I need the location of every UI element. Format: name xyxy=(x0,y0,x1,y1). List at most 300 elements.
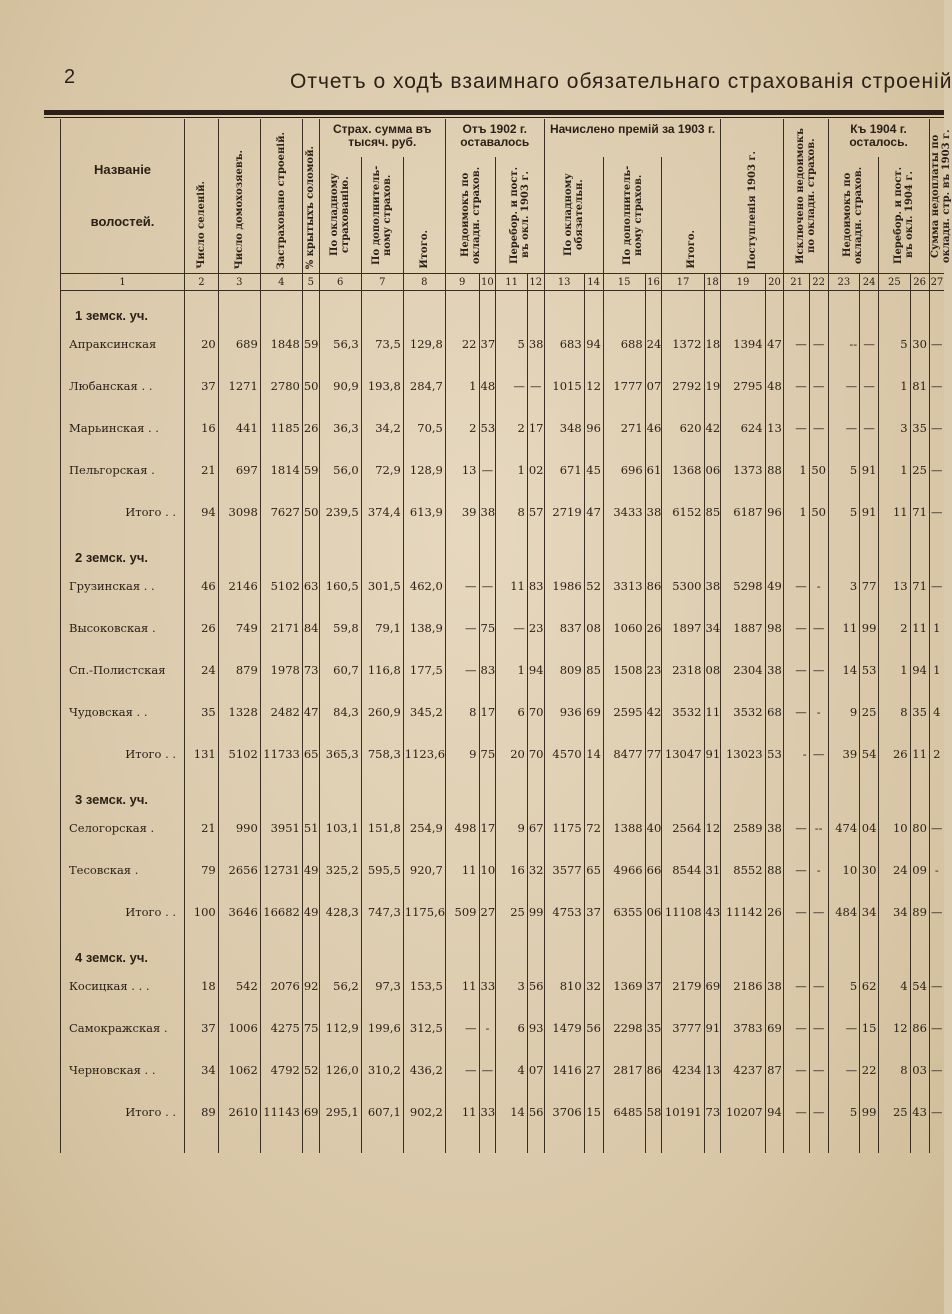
table-cell: 26 xyxy=(645,607,662,649)
table-cell: 75 xyxy=(479,607,496,649)
empty-cell xyxy=(527,1133,544,1153)
table-cell: 88 xyxy=(765,449,784,491)
empty-cell xyxy=(603,533,645,565)
table-cell: 1123,6 xyxy=(403,733,445,775)
empty-cell xyxy=(319,933,361,965)
empty-cell xyxy=(260,775,302,807)
empty-cell xyxy=(496,533,528,565)
table-cell: 4570 xyxy=(544,733,584,775)
column-header-6: По окладному страхованію. xyxy=(319,157,361,274)
table-cell: 1373 xyxy=(721,449,765,491)
table-cell: 607,1 xyxy=(361,1091,403,1133)
empty-cell xyxy=(765,533,784,565)
table-cell: - xyxy=(809,849,828,891)
table-cell: 5 xyxy=(496,323,528,365)
empty-cell xyxy=(910,291,929,324)
table-cell: 37 xyxy=(479,323,496,365)
table-cell: 39 xyxy=(445,491,479,533)
table-cell: 5102 xyxy=(260,565,302,607)
table-cell: 1479 xyxy=(544,1007,584,1049)
table-cell: 65 xyxy=(302,733,319,775)
empty-cell xyxy=(527,533,544,565)
table-cell: - xyxy=(809,691,828,733)
column-number: 5 xyxy=(302,274,319,291)
empty-cell xyxy=(662,933,704,965)
table-cell: 3783 xyxy=(721,1007,765,1049)
column-number: 11 xyxy=(496,274,528,291)
table-cell: 94 xyxy=(910,649,929,691)
table-cell: 38 xyxy=(765,807,784,849)
table-cell: 77 xyxy=(645,733,662,775)
table-cell: 06 xyxy=(704,449,721,491)
column-header-11: Перебор. и пост. въ окл. 1903 г. xyxy=(496,157,544,274)
empty-cell xyxy=(584,933,603,965)
table-cell: 25 xyxy=(910,449,929,491)
table-cell: 96 xyxy=(765,491,784,533)
table-cell: 129,8 xyxy=(403,323,445,365)
table-cell: 1 xyxy=(784,449,809,491)
empty-cell xyxy=(929,775,944,807)
empty-cell xyxy=(361,291,403,324)
table-row xyxy=(61,407,945,449)
table-cell: 91 xyxy=(860,491,879,533)
empty-cell xyxy=(361,933,403,965)
empty-cell xyxy=(603,1133,645,1153)
table-cell: 34,2 xyxy=(361,407,403,449)
table-cell: 36,3 xyxy=(319,407,361,449)
empty-cell xyxy=(218,775,260,807)
section-label: 3 земск. уч. xyxy=(61,775,185,807)
table-cell: 58 xyxy=(645,1091,662,1133)
empty-cell xyxy=(319,291,361,324)
table-cell: 810 xyxy=(544,965,584,1007)
table-cell: 160,5 xyxy=(319,565,361,607)
table-cell: 9 xyxy=(445,733,479,775)
table-cell: 14 xyxy=(496,1091,528,1133)
table-cell: 11108 xyxy=(662,891,704,933)
table-cell: 6187 xyxy=(721,491,765,533)
table-cell: — xyxy=(929,1049,944,1091)
table-cell: 71 xyxy=(910,565,929,607)
column-number: 19 xyxy=(721,274,765,291)
volost-name: Самокражская . xyxy=(61,1007,185,1049)
table-cell: 37 xyxy=(645,965,662,1007)
table-cell: - xyxy=(929,849,944,891)
table-cell: 11 xyxy=(910,733,929,775)
table-cell: 5 xyxy=(879,323,911,365)
volost-name: Сп.-Полистская xyxy=(61,649,185,691)
empty-cell xyxy=(361,533,403,565)
table-cell: 26 xyxy=(185,607,219,649)
empty-cell xyxy=(218,1133,260,1153)
section-header-row xyxy=(61,291,945,324)
table-row xyxy=(61,607,945,649)
volost-name: Селогорская . xyxy=(61,807,185,849)
table-cell: 683 xyxy=(544,323,584,365)
table-cell: — xyxy=(784,1091,809,1133)
empty-cell xyxy=(809,533,828,565)
table-cell: 85 xyxy=(584,649,603,691)
table-cell: 1 xyxy=(445,365,479,407)
section-header-row xyxy=(61,775,945,807)
table-cell: 53 xyxy=(765,733,784,775)
table-cell: 3577 xyxy=(544,849,584,891)
table-cell: 13 xyxy=(765,407,784,449)
table-cell: 9 xyxy=(828,691,860,733)
section-label: 1 земск. уч. xyxy=(61,291,185,324)
table-cell: 47 xyxy=(584,491,603,533)
table-cell: 6152 xyxy=(662,491,704,533)
table-cell: 4966 xyxy=(603,849,645,891)
table-cell: 436,2 xyxy=(403,1049,445,1091)
empty-cell xyxy=(721,775,765,807)
table-cell: 6 xyxy=(496,691,528,733)
table-cell: 97,3 xyxy=(361,965,403,1007)
table-cell: 59,8 xyxy=(319,607,361,649)
table-cell: 27 xyxy=(479,891,496,933)
empty-cell xyxy=(910,533,929,565)
table-cell: 2656 xyxy=(218,849,260,891)
table-cell: 2564 xyxy=(662,807,704,849)
table-cell: 16 xyxy=(496,849,528,891)
table-cell: 65 xyxy=(584,849,603,891)
table-cell: 310,2 xyxy=(361,1049,403,1091)
table-cell: 43 xyxy=(910,1091,929,1133)
table-cell: 22 xyxy=(860,1049,879,1091)
table-cell: — xyxy=(445,565,479,607)
column-number: 14 xyxy=(584,274,603,291)
empty-cell xyxy=(584,1133,603,1153)
table-cell: 345,2 xyxy=(403,691,445,733)
table-cell: 990 xyxy=(218,807,260,849)
table-cell: 96 xyxy=(584,407,603,449)
column-header-8: Итого. xyxy=(403,157,445,274)
table-cell: 542 xyxy=(218,965,260,1007)
empty-cell xyxy=(704,1133,721,1153)
table-cell: 2589 xyxy=(721,807,765,849)
empty-cell xyxy=(302,1133,319,1153)
table-cell: 21 xyxy=(185,807,219,849)
empty-cell xyxy=(185,775,219,807)
table-cell: 94 xyxy=(185,491,219,533)
table-cell: 38 xyxy=(765,965,784,1007)
table-cell: — xyxy=(784,649,809,691)
section-header-row xyxy=(61,533,945,565)
table-cell: 696 xyxy=(603,449,645,491)
empty-cell xyxy=(544,775,584,807)
table-cell: 52 xyxy=(584,565,603,607)
table-cell: 1372 xyxy=(662,323,704,365)
table-cell: 1369 xyxy=(603,965,645,1007)
table-cell: 1508 xyxy=(603,649,645,691)
empty-cell xyxy=(302,291,319,324)
empty-cell xyxy=(879,775,911,807)
table-cell: 2298 xyxy=(603,1007,645,1049)
empty-cell xyxy=(403,1133,445,1153)
table-cell: 30 xyxy=(860,849,879,891)
table-cell: 1848 xyxy=(260,323,302,365)
table-cell: 3777 xyxy=(662,1007,704,1049)
table-cell: 348 xyxy=(544,407,584,449)
table-cell: 34 xyxy=(185,1049,219,1091)
table-cell: 07 xyxy=(527,1049,544,1091)
table-cell: 38 xyxy=(765,649,784,691)
column-header-27: Сумма недоплаты по окладн. стр. въ 1903 г. xyxy=(929,119,944,274)
table-cell: 62 xyxy=(860,965,879,1007)
table-cell: 6485 xyxy=(603,1091,645,1133)
table-cell: 17 xyxy=(479,807,496,849)
empty-cell xyxy=(765,1133,784,1153)
table-cell: 128,9 xyxy=(403,449,445,491)
table-cell: 13023 xyxy=(721,733,765,775)
table-cell: 50 xyxy=(302,491,319,533)
empty-cell xyxy=(662,291,704,324)
table-cell: 88 xyxy=(765,849,784,891)
table-cell: 5 xyxy=(828,491,860,533)
table-cell: 34 xyxy=(879,891,911,933)
table-cell: — xyxy=(496,607,528,649)
empty-cell xyxy=(645,533,662,565)
table-cell: — xyxy=(929,449,944,491)
empty-cell xyxy=(828,533,860,565)
empty-cell xyxy=(929,533,944,565)
table-cell: 2719 xyxy=(544,491,584,533)
insurance-report-table xyxy=(60,119,952,1153)
table-cell: — xyxy=(784,849,809,891)
column-number: 23 xyxy=(828,274,860,291)
table-cell: 1 xyxy=(879,449,911,491)
header-rule-thin xyxy=(44,117,944,118)
table-cell: 1175,6 xyxy=(403,891,445,933)
table-cell: — xyxy=(809,649,828,691)
table-cell: 69 xyxy=(302,1091,319,1133)
table-cell: 47 xyxy=(302,691,319,733)
table-cell: 902,2 xyxy=(403,1091,445,1133)
column-number: 6 xyxy=(319,274,361,291)
table-cell: — xyxy=(809,1091,828,1133)
table-cell: 1394 xyxy=(721,323,765,365)
table-cell: 11 xyxy=(496,565,528,607)
table-cell: 93 xyxy=(527,1007,544,1049)
table-cell: 2817 xyxy=(603,1049,645,1091)
table-cell: 15 xyxy=(860,1007,879,1049)
column-header-2: Число селеній. xyxy=(185,119,219,274)
table-cell: — xyxy=(784,607,809,649)
empty-cell xyxy=(809,775,828,807)
table-cell: 153,5 xyxy=(403,965,445,1007)
table-cell: 8 xyxy=(445,691,479,733)
table-cell: 10207 xyxy=(721,1091,765,1133)
table-cell: 69 xyxy=(765,1007,784,1049)
table-cell: 98 xyxy=(765,607,784,649)
table-cell: 87 xyxy=(765,1049,784,1091)
table-cell: 5 xyxy=(828,1091,860,1133)
table-cell: 595,5 xyxy=(361,849,403,891)
table-cell: 1185 xyxy=(260,407,302,449)
table-cell: 271 xyxy=(603,407,645,449)
table-cell: — xyxy=(784,1049,809,1091)
empty-cell xyxy=(302,533,319,565)
empty-cell xyxy=(496,775,528,807)
empty-cell xyxy=(445,291,479,324)
table-cell: 69 xyxy=(584,691,603,733)
table-cell: — xyxy=(445,1049,479,1091)
table-cell: 365,3 xyxy=(319,733,361,775)
table-cell: 67 xyxy=(527,807,544,849)
table-cell: 16682 xyxy=(260,891,302,933)
table-cell: 11143 xyxy=(260,1091,302,1133)
table-cell: 260,9 xyxy=(361,691,403,733)
table-cell: 56 xyxy=(527,1091,544,1133)
table-cell: — xyxy=(479,449,496,491)
empty-cell xyxy=(603,933,645,965)
empty-cell xyxy=(479,775,496,807)
table-cell: — xyxy=(809,965,828,1007)
table-cell: 60,7 xyxy=(319,649,361,691)
table-cell: 484 xyxy=(828,891,860,933)
column-header-3: Число домохозяевъ. xyxy=(218,119,260,274)
table-cell: 73,5 xyxy=(361,323,403,365)
empty-cell xyxy=(860,775,879,807)
table-cell: 35 xyxy=(910,407,929,449)
empty-cell xyxy=(61,1133,185,1153)
table-cell: 52 xyxy=(302,1049,319,1091)
table-cell: 80 xyxy=(910,807,929,849)
table-cell: 13047 xyxy=(662,733,704,775)
table-cell: 151,8 xyxy=(361,807,403,849)
table-cell: 2 xyxy=(445,407,479,449)
table-cell: 2 xyxy=(929,733,944,775)
empty-cell xyxy=(496,1133,528,1153)
table-cell: 671 xyxy=(544,449,584,491)
table-cell: 6355 xyxy=(603,891,645,933)
table-cell: 5102 xyxy=(218,733,260,775)
table-row xyxy=(61,1007,945,1049)
table-cell: 498 xyxy=(445,807,479,849)
table-cell: 99 xyxy=(860,1091,879,1133)
table-cell: 1 xyxy=(496,649,528,691)
empty-cell xyxy=(721,533,765,565)
empty-cell xyxy=(527,775,544,807)
empty-cell xyxy=(645,1133,662,1153)
column-number: 21 xyxy=(784,274,809,291)
table-cell: 83 xyxy=(527,565,544,607)
volost-name: Грузинская . . xyxy=(61,565,185,607)
table-cell: 809 xyxy=(544,649,584,691)
table-cell: 85 xyxy=(704,491,721,533)
table-cell: 13 xyxy=(704,1049,721,1091)
table-cell: 1006 xyxy=(218,1007,260,1049)
table-cell: 4 xyxy=(879,965,911,1007)
table-cell: 254,9 xyxy=(403,807,445,849)
table-cell: 34 xyxy=(704,607,721,649)
table-cell: 8544 xyxy=(662,849,704,891)
column-header-7: По дополнитель-ному страхов. xyxy=(361,157,403,274)
empty-cell xyxy=(403,533,445,565)
table-cell: 46 xyxy=(185,565,219,607)
empty-cell xyxy=(879,1133,911,1153)
empty-cell xyxy=(260,533,302,565)
empty-cell xyxy=(496,933,528,965)
table-cell: 56,0 xyxy=(319,449,361,491)
empty-cell xyxy=(828,933,860,965)
table-cell: 19 xyxy=(704,365,721,407)
table-cell: 26 xyxy=(765,891,784,933)
table-cell: 50 xyxy=(809,491,828,533)
table-row xyxy=(61,849,945,891)
empty-cell xyxy=(544,1133,584,1153)
table-cell: 20 xyxy=(185,323,219,365)
empty-cell xyxy=(185,933,219,965)
empty-cell xyxy=(910,775,929,807)
empty-cell xyxy=(403,775,445,807)
table-cell: 4 xyxy=(496,1049,528,1091)
table-cell: — xyxy=(828,1007,860,1049)
empty-cell xyxy=(479,533,496,565)
empty-cell xyxy=(860,291,879,324)
table-cell: 116,8 xyxy=(361,649,403,691)
table-cell: — xyxy=(860,323,879,365)
table-cell: — xyxy=(809,407,828,449)
table-cell: — xyxy=(828,1049,860,1091)
table-cell: 17 xyxy=(527,407,544,449)
table-cell: 12 xyxy=(704,807,721,849)
table-cell: 73 xyxy=(302,649,319,691)
table-cell: 1978 xyxy=(260,649,302,691)
table-cell: 2482 xyxy=(260,691,302,733)
table-cell: 33 xyxy=(479,965,496,1007)
table-cell: - xyxy=(809,565,828,607)
table-cell: 1 xyxy=(879,365,911,407)
empty-cell xyxy=(445,775,479,807)
table-cell: 23 xyxy=(527,607,544,649)
table-cell: 21 xyxy=(185,449,219,491)
table-cell: 295,1 xyxy=(319,1091,361,1133)
empty-cell xyxy=(403,933,445,965)
empty-cell xyxy=(704,533,721,565)
empty-cell xyxy=(584,775,603,807)
table-cell: 69 xyxy=(704,965,721,1007)
table-cell: 3 xyxy=(828,565,860,607)
empty-cell xyxy=(445,933,479,965)
volost-name: Косицкая . . . xyxy=(61,965,185,1007)
table-cell: 312,5 xyxy=(403,1007,445,1049)
table-cell: 747,3 xyxy=(361,891,403,933)
table-cell: 3098 xyxy=(218,491,260,533)
empty-cell xyxy=(319,1133,361,1153)
empty-cell xyxy=(584,291,603,324)
table-cell: 77 xyxy=(860,565,879,607)
table-cell: 4234 xyxy=(662,1049,704,1091)
empty-cell xyxy=(260,933,302,965)
empty-cell xyxy=(721,1133,765,1153)
table-cell: 84 xyxy=(302,607,319,649)
empty-cell xyxy=(910,1133,929,1153)
table-cell: 1897 xyxy=(662,607,704,649)
table-cell: 50 xyxy=(809,449,828,491)
empty-cell xyxy=(704,775,721,807)
table-cell: 5 xyxy=(828,449,860,491)
table-cell: 8 xyxy=(879,691,911,733)
table-cell: 11 xyxy=(445,1091,479,1133)
table-cell: 620 xyxy=(662,407,704,449)
volost-name: Марьинская . . xyxy=(61,407,185,449)
empty-cell xyxy=(645,933,662,965)
table-cell: — xyxy=(929,1091,944,1133)
empty-cell xyxy=(302,775,319,807)
total-row xyxy=(61,891,945,933)
table-cell: 1777 xyxy=(603,365,645,407)
